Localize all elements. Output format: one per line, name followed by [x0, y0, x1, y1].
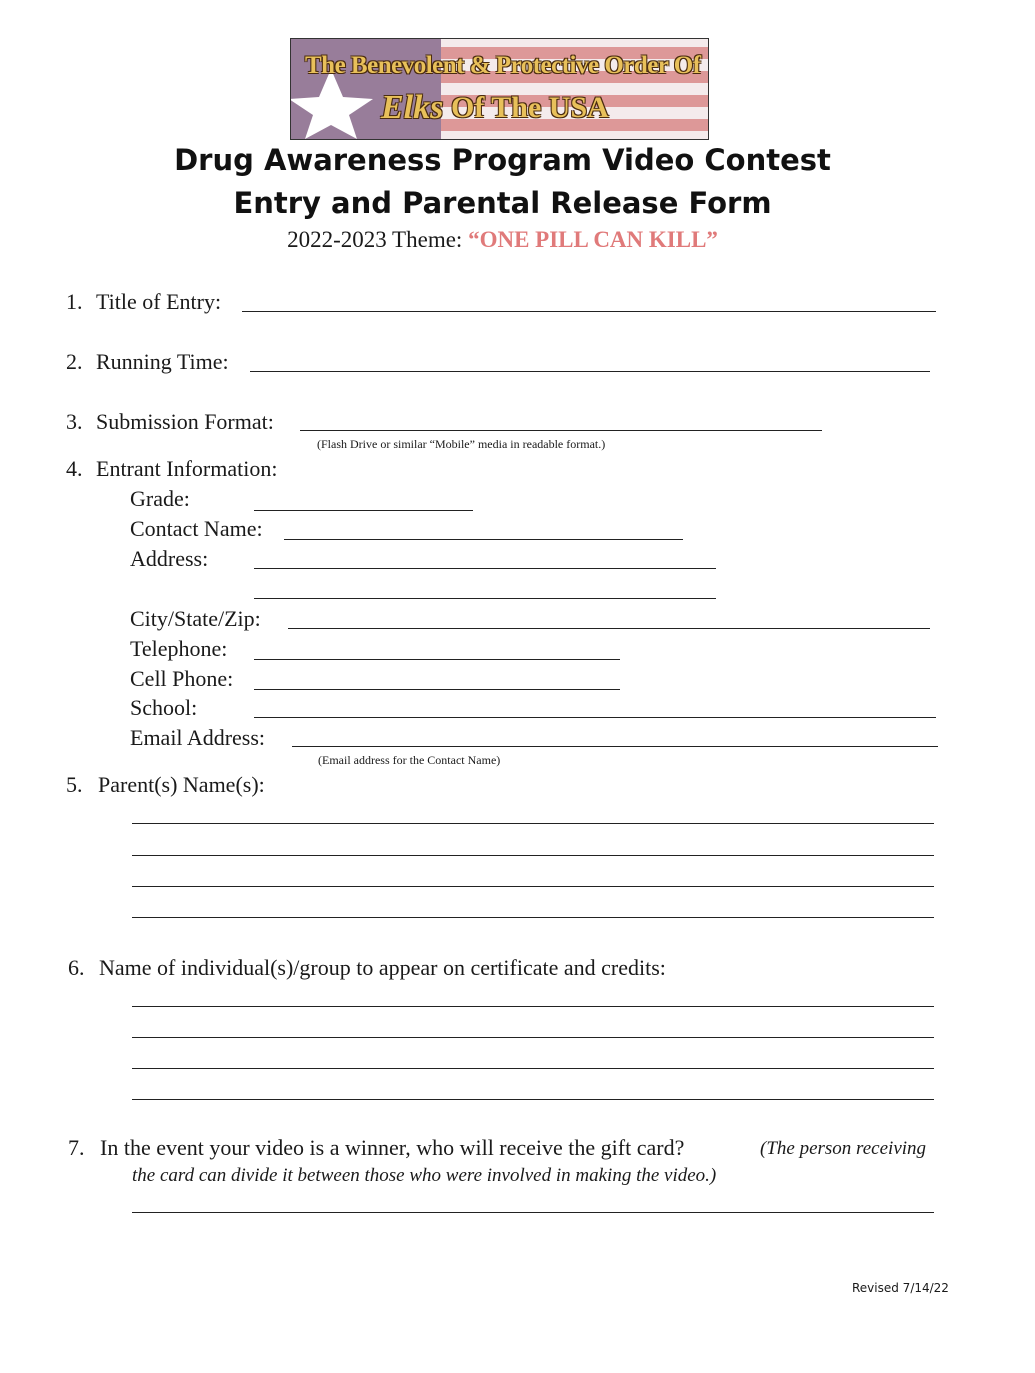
theme-line [0, 228, 1005, 251]
gift-card-recipient-field[interactable] [132, 1212, 934, 1213]
telephone-field[interactable] [254, 659, 620, 660]
logo-line1: The Benevolent & Protective Order Of [305, 52, 701, 79]
item3-number: 3. [66, 409, 83, 434]
running-time-field[interactable] [250, 371, 930, 372]
parent-names-label: Parent(s) Name(s): [98, 772, 265, 797]
address-field-line2[interactable] [254, 598, 716, 599]
theme-prefix: 2022-2023 Theme: [287, 227, 469, 252]
contact-name-field[interactable] [284, 539, 683, 540]
cell-phone-field[interactable] [254, 689, 620, 690]
address-label: Address: [130, 546, 209, 571]
parent-names-field-line3[interactable] [132, 886, 934, 887]
form-title-line1: Drug Awareness Program Video Contest [174, 143, 831, 177]
title-of-entry-field[interactable] [242, 311, 936, 312]
submission-format-field[interactable] [300, 430, 822, 431]
elks-logo [290, 38, 709, 140]
revised-date: Revised 7/14/22 [852, 1281, 949, 1295]
title-of-entry-label: Title of Entry: [96, 289, 222, 314]
item5-number: 5. [66, 772, 83, 797]
address-field-line1[interactable] [254, 568, 716, 569]
email-address-field[interactable] [292, 746, 938, 747]
certificate-names-label: Name of individual(s)/group to appear on certificate and credits: [99, 955, 666, 980]
form-title-line2: Entry and Parental Release Form [233, 186, 772, 220]
grade-field[interactable] [254, 510, 473, 511]
theme-value: “ONE PILL CAN KILL” [468, 227, 718, 252]
school-label: School: [130, 695, 198, 720]
parent-names-field-line1[interactable] [132, 823, 934, 824]
parent-names-field-line4[interactable] [132, 917, 934, 918]
certificate-names-field-line2[interactable] [132, 1037, 934, 1038]
certificate-names-field-line3[interactable] [132, 1068, 934, 1069]
telephone-label: Telephone: [130, 636, 228, 661]
item2-number: 2. [66, 349, 83, 374]
gift-card-note-line1: (The person receiving [760, 1138, 927, 1159]
logo-elks-script: Elks [381, 89, 444, 126]
item6-number: 6. [68, 955, 85, 980]
submission-format-label: Submission Format: [96, 409, 274, 434]
cell-phone-label: Cell Phone: [130, 666, 234, 691]
gift-card-label: In the event your video is a winner, who will receive the gift card? [100, 1135, 685, 1160]
certificate-names-field-line1[interactable] [132, 1006, 934, 1007]
item7-number: 7. [68, 1135, 85, 1160]
city-state-zip-field[interactable] [288, 628, 930, 629]
item1-number: 1. [66, 289, 83, 314]
gift-card-note-line2: the card can divide it between those who were involved in making the video.) [132, 1165, 717, 1186]
school-field[interactable] [254, 717, 936, 718]
contact-name-label: Contact Name: [130, 516, 263, 541]
parent-names-field-line2[interactable] [132, 855, 934, 856]
city-state-zip-label: City/State/Zip: [130, 606, 261, 631]
email-address-note: (Email address for the Contact Name) [318, 753, 501, 767]
running-time-label: Running Time: [96, 349, 229, 374]
grade-label: Grade: [130, 486, 190, 511]
email-address-label: Email Address: [130, 725, 266, 750]
certificate-names-field-line4[interactable] [132, 1099, 934, 1100]
submission-format-note: (Flash Drive or similar “Mobile” media in readable format.) [317, 437, 606, 451]
entrant-information-label: Entrant Information: [96, 456, 278, 481]
item4-number: 4. [66, 456, 83, 481]
logo-line2: Of The USA [451, 91, 609, 124]
